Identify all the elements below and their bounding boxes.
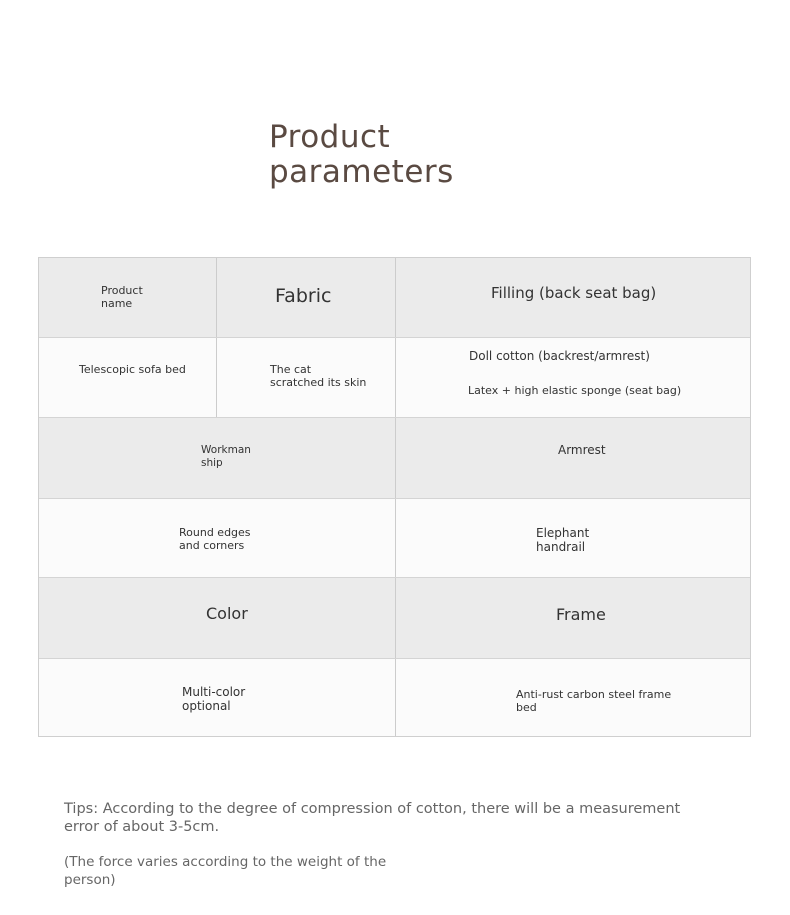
value-filling-1: Doll cotton (backrest/armrest): [469, 349, 650, 363]
value-fabric: The cat scratched its skin: [270, 363, 367, 389]
note-text: (The force varies according to the weight of the person): [64, 854, 387, 888]
parameters-table: [38, 257, 751, 737]
page-title: [269, 120, 454, 190]
table-row-header-2: [39, 418, 750, 499]
table-row-header-1: [39, 258, 750, 338]
label-armrest: Armrest: [558, 443, 606, 457]
value-armrest: Elephant handrail: [536, 526, 590, 554]
value-frame: Anti-rust carbon steel frame bed: [516, 688, 672, 714]
label-color: Color: [206, 604, 248, 623]
value-color: Multi-color optional: [182, 685, 246, 713]
table-row-values-3: [39, 659, 750, 736]
title-line-2: parameters: [269, 154, 454, 190]
table-row-header-3: [39, 578, 750, 659]
value-product-name: Telescopic sofa bed: [79, 363, 186, 376]
label-product-name: Product name: [101, 284, 143, 310]
table-row-values-2: [39, 499, 750, 578]
label-fabric: Fabric: [275, 285, 332, 307]
value-filling-2: Latex + high elastic sponge (seat bag): [468, 384, 682, 397]
value-workmanship: Round edges and corners: [179, 526, 251, 552]
table-row-values-1: [39, 338, 750, 418]
tips-text: Tips: According to the degree of compression of cotton, there will be a measurement error of about 3-5cm.: [64, 801, 681, 835]
label-workmanship: Workman ship: [201, 444, 251, 469]
label-frame: Frame: [556, 605, 606, 624]
label-filling: Filling (back seat bag): [491, 284, 657, 302]
title-line-1: Product: [269, 119, 391, 155]
